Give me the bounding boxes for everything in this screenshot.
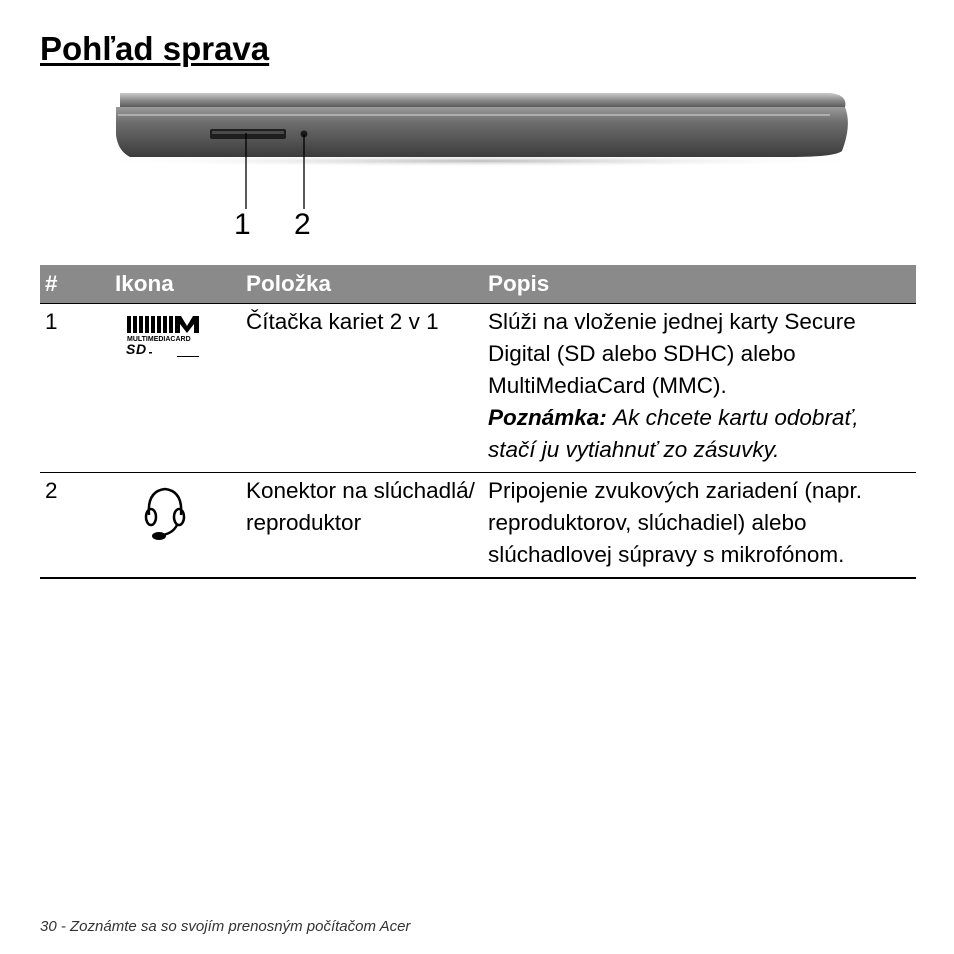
page-title: Pohľad sprava <box>40 30 270 67</box>
svg-text:D: D <box>136 341 147 357</box>
laptop-right-side-illustration <box>90 85 880 245</box>
multimediacard-sd-icon <box>125 314 203 358</box>
row-item: Čítačka kariet 2 v 1 <box>241 304 483 473</box>
table-row <box>40 304 916 473</box>
header-icon: Ikona <box>110 265 241 304</box>
table-row <box>40 473 916 579</box>
note-label: Poznámka: <box>488 405 607 430</box>
headset-icon <box>141 485 189 543</box>
header-num: # <box>40 265 110 304</box>
row-icon-cell <box>110 473 241 579</box>
row-icon-cell <box>110 304 241 473</box>
svg-text:S: S <box>126 341 136 357</box>
table-header-row <box>40 265 916 304</box>
row-item: Konektor na slúchadlá/ reproduktor <box>241 473 483 579</box>
callout-2: 2 <box>294 208 311 241</box>
mmc-logo-text: MULTIMEDIACARD <box>127 336 191 343</box>
row-desc-text: Slúži na vloženie jednej karty Secure Digital (SD alebo SDHC) alebo MultiMediaCard (MMC). <box>488 309 856 398</box>
page-footer: 30 - Zoznámte sa so svojím prenosným počítačom Acer <box>40 918 411 935</box>
row-num: 1 <box>40 304 110 473</box>
ports-table <box>40 265 916 579</box>
row-desc <box>483 304 916 473</box>
callout-1: 1 <box>234 208 251 241</box>
row-num: 2 <box>40 473 110 579</box>
note-text: Ak chcete kartu odobrať, stačí ju vytiahnuť zo zásuvky. <box>488 405 859 462</box>
header-item: Položka <box>241 265 483 304</box>
row-desc: Pripojenie zvukových zariadení (napr. reproduktorov, slúchadiel) alebo slúchadlovej súpravy s mikrofónom. <box>483 473 916 579</box>
header-desc: Popis <box>483 265 916 304</box>
